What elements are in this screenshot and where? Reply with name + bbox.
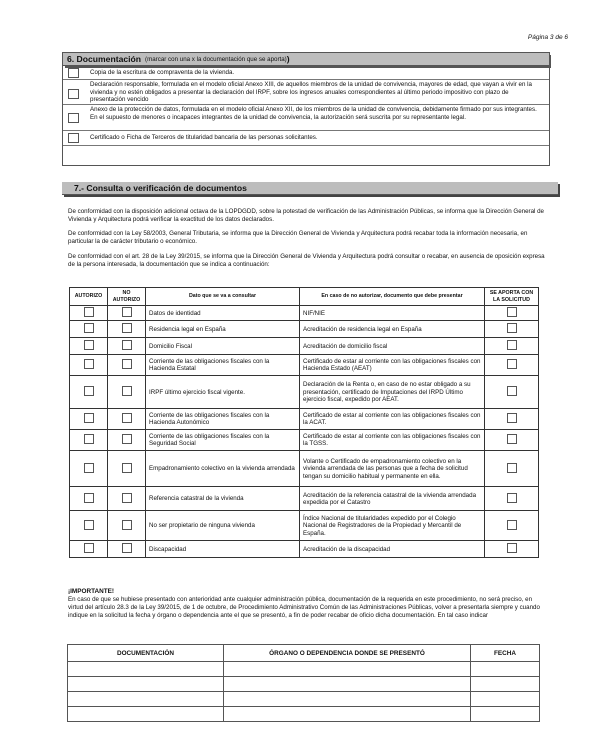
col-header-no-autorizo: NO AUTORIZO — [108, 288, 146, 306]
dato-cell: Residencia legal en España — [146, 321, 300, 338]
no-autorizo-checkbox[interactable] — [122, 520, 132, 530]
col-header-documentacion: DOCUMENTACIÓN — [68, 645, 224, 662]
documentacion-input-cell[interactable] — [68, 692, 224, 707]
table-row — [70, 409, 539, 430]
dato-cell: Empadronamiento colectivo en la vivienda arrendada — [146, 451, 300, 487]
section6-header — [63, 53, 549, 66]
section7-paragraph: De conformidad con el art. 28 de la Ley 39/2015, se informa que la Dirección General de Vivienda y Arquitectura podrá consultar o recabar, en ausencia de oposición expresa de la persona interesada, la documentación que se indica a continuación: — [68, 253, 545, 268]
documentacion-input-cell[interactable] — [68, 707, 224, 722]
dato-cell: Corriente de las obligaciones fiscales con la Seguridad Social — [146, 430, 300, 451]
organo-input-cell[interactable] — [224, 707, 471, 722]
doc-item — [63, 131, 549, 146]
dato-cell: Corriente de las obligaciones fiscales con la Hacienda Estatal — [146, 355, 300, 376]
col-header-dato: Dato que se va a consultar — [146, 288, 300, 306]
no-autorizo-checkbox[interactable] — [122, 323, 132, 333]
documento-cell: Acreditación de residencia legal en España — [300, 321, 485, 338]
se-aporta-checkbox[interactable] — [507, 340, 517, 350]
table-row — [68, 707, 540, 722]
se-aporta-checkbox[interactable] — [507, 434, 517, 444]
fecha-input-cell[interactable] — [471, 707, 540, 722]
organo-input-cell[interactable] — [224, 662, 471, 677]
no-autorizo-checkbox[interactable] — [122, 413, 132, 423]
organo-input-cell[interactable] — [224, 677, 471, 692]
dato-cell: Domicilio Fiscal — [146, 338, 300, 355]
documento-cell: NIF/NIE — [300, 306, 485, 321]
doc-item-label: Declaración responsable, formulada en el modelo oficial Anexo XIII, de aquellos miembros de la unidad de convivencia, mayores de edad, que vayan a vivir en la vivienda y no estén obligados a presentar la declaración del IRPF, sobre los ingresos anuales correspondientes al último periodo impositivo con plazo de presentación vencido — [90, 81, 532, 104]
table-row — [70, 338, 539, 355]
no-autorizo-checkbox[interactable] — [122, 386, 132, 396]
table-row — [70, 430, 539, 451]
table-row — [70, 321, 539, 338]
doc-item — [63, 80, 549, 105]
col-header-autorizo: AUTORIZO — [70, 288, 108, 306]
se-aporta-checkbox[interactable] — [507, 413, 517, 423]
dato-cell: IRPF último ejercicio fiscal vigente. — [146, 376, 300, 409]
autorizo-checkbox[interactable] — [84, 463, 94, 473]
table-row — [70, 306, 539, 321]
se-aporta-checkbox[interactable] — [507, 359, 517, 369]
fecha-input-cell[interactable] — [471, 692, 540, 707]
fecha-input-cell[interactable] — [471, 662, 540, 677]
no-autorizo-checkbox[interactable] — [122, 340, 132, 350]
se-aporta-checkbox[interactable] — [507, 543, 517, 553]
section7-paragraph: De conformidad con la disposición adicional octava de la LOPDGDD, sobre la potestad de verificación de las Administración Públicas, se informa que la Dirección General de Vivienda y Arquitectura podrá verificar la exactitud de los datos declarados. — [68, 208, 544, 223]
doc-item — [63, 105, 549, 131]
section6-title: 6. Documentación — [67, 54, 142, 64]
section-documentacion — [62, 52, 550, 166]
autorizo-checkbox[interactable] — [84, 543, 94, 553]
section6-paren: ) — [286, 54, 290, 64]
autorizo-checkbox[interactable] — [84, 359, 94, 369]
doc-item-label: Certificado o Ficha de Terceros de titularidad bancaria de las personas solicitantes. — [90, 134, 318, 141]
documentacion-input-cell[interactable] — [68, 677, 224, 692]
fecha-input-cell[interactable] — [471, 677, 540, 692]
table-row — [68, 662, 540, 677]
se-aporta-checkbox[interactable] — [507, 323, 517, 333]
dato-cell: No ser propietario de ninguna vivienda — [146, 511, 300, 541]
no-autorizo-checkbox[interactable] — [122, 463, 132, 473]
doc-checkbox[interactable] — [68, 68, 79, 78]
documento-cell: Índice Nacional de titularidades expedido por el Colegio Nacional de Registradores de la Propiedad y Mercantil de España. — [300, 511, 485, 541]
table-row — [70, 487, 539, 511]
autorizo-checkbox[interactable] — [84, 307, 94, 317]
autorizo-checkbox[interactable] — [84, 413, 94, 423]
no-autorizo-checkbox[interactable] — [122, 307, 132, 317]
important-title: ¡IMPORTANTE! — [68, 588, 115, 595]
section7-title: 7.- Consulta o verificación de documentos — [74, 183, 247, 193]
documento-cell: Acreditación de la discapacidad — [300, 541, 485, 558]
se-aporta-checkbox[interactable] — [507, 520, 517, 530]
table-row — [68, 677, 540, 692]
autorizo-checkbox[interactable] — [84, 434, 94, 444]
doc-checkbox[interactable] — [68, 89, 79, 99]
no-autorizo-checkbox[interactable] — [122, 543, 132, 553]
documento-cell: Certificado de estar al corriente con las obligaciones fiscales con la ACAT. — [300, 409, 485, 430]
col-header-documento: En caso de no autorizar, documento que debe presentar — [300, 288, 485, 306]
documentacion-input-cell[interactable] — [68, 662, 224, 677]
autorizo-checkbox[interactable] — [84, 340, 94, 350]
autorizo-checkbox[interactable] — [84, 493, 94, 503]
documento-cell: Certificado de estar al corriente con las obligaciones fiscales con la TGSS. — [300, 430, 485, 451]
col-header-fecha: FECHA — [471, 645, 540, 662]
documento-cell: Acreditación de la referencia catastral de la vivienda arrendada expedida por el Catastro — [300, 487, 485, 511]
se-aporta-checkbox[interactable] — [507, 463, 517, 473]
se-aporta-checkbox[interactable] — [507, 307, 517, 317]
consulta-table — [69, 287, 539, 558]
autorizo-checkbox[interactable] — [84, 520, 94, 530]
important-text: En caso de que se hubiese presentado con anterioridad ante cualquier administración pública, documentación de la requerida en este procedimiento, no será preciso, en virtud del artículo 28.3 de la Ley 39/2015, de 1 de octubre, de Procedimiento Administrativo Común de las Administraciones Públicas, volver a presentarla siempre y cuando indique en la solicitud la fecha y órgano o dependencia ante el que se presentó, a fin de poder recabar de oficio dicha documentación. En tal caso indicar — [68, 596, 540, 619]
table-row — [70, 355, 539, 376]
section7-paragraph: De conformidad con la Ley 58/2003, General Tributaria, se informa que la Dirección General de Vivienda y Arquitectura podrá recabar toda la información necesaria, en particular la de carácter tributario o económico. — [68, 230, 528, 245]
section7-header — [62, 182, 558, 195]
documento-cell: Volante o Certificado de empadronamiento colectivo en la vivienda arrendada de las personas que a fecha de solicitud tengan su domicilio habitual y permanente en ella. — [300, 451, 485, 487]
doc-item-label: Anexo de la protección de datos, formulada en el modelo oficial Anexo XII, de los miembros de la unidad de convivencia, debidamente firmado por sus integrantes. En el supuesto de menores o incapaces integrantes de la unidad de convivencia, la autorización será suscrita por su representante legal. — [90, 106, 537, 121]
organo-input-cell[interactable] — [224, 692, 471, 707]
se-aporta-checkbox[interactable] — [507, 386, 517, 396]
page-number: Página 3 de 6 — [527, 34, 568, 41]
col-header-se-aporta: SE APORTA CON LA SOLICITUD — [485, 288, 539, 306]
dato-cell: Referencia catastral de la vivienda — [146, 487, 300, 511]
table-row — [70, 376, 539, 409]
table-row — [70, 451, 539, 487]
no-autorizo-checkbox[interactable] — [122, 493, 132, 503]
section6-note: (marcar con una x la documentación que se aporta) — [145, 55, 287, 63]
table-row — [68, 692, 540, 707]
doc-checkbox[interactable] — [68, 133, 79, 143]
prior-documentation-table — [67, 644, 540, 722]
documento-cell: Declaración de la Renta o, en caso de no estar obligado a su presentación, certificado de Imputaciones del IRPD Último ejercicio fiscal, expedido por AEAT. — [300, 376, 485, 409]
documento-cell: Certificado de estar al corriente con las obligaciones fiscales con Hacienda Estado (AEAT) — [300, 355, 485, 376]
dato-cell: Corriente de las obligaciones fiscales con la Hacienda Autonómico — [146, 409, 300, 430]
col-header-organo: ÓRGANO O DEPENDENCIA DONDE SE PRESENTÓ — [224, 645, 471, 662]
table-row — [70, 511, 539, 541]
autorizo-checkbox[interactable] — [84, 323, 94, 333]
dato-cell: Datos de identidad — [146, 306, 300, 321]
no-autorizo-checkbox[interactable] — [122, 359, 132, 369]
doc-item — [63, 66, 549, 80]
autorizo-checkbox[interactable] — [84, 386, 94, 396]
no-autorizo-checkbox[interactable] — [122, 434, 132, 444]
se-aporta-checkbox[interactable] — [507, 493, 517, 503]
documento-cell: Acreditación de domicilio fiscal — [300, 338, 485, 355]
table-row — [70, 541, 539, 558]
dato-cell: Discapacidad — [146, 541, 300, 558]
doc-item-label: Copia de la escritura de compraventa de la vivienda. — [90, 69, 235, 76]
doc-checkbox[interactable] — [68, 113, 79, 123]
